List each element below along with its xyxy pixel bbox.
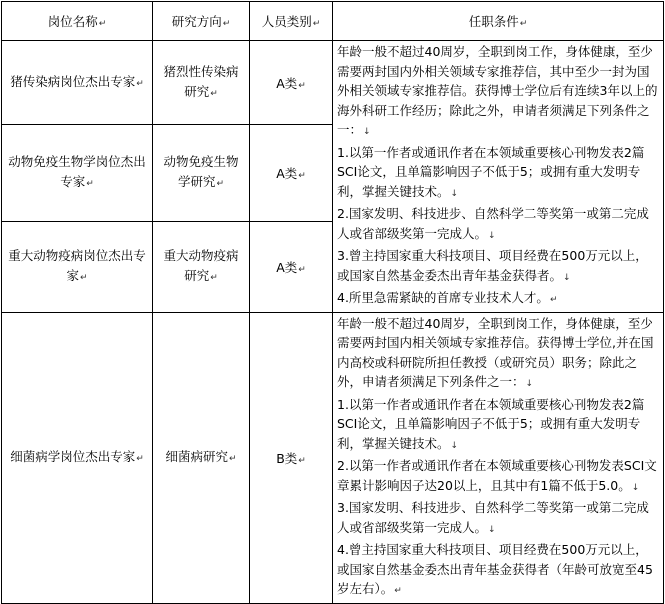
position-cell: 重大动物疫病岗位杰出专家↵ [2,222,153,312]
conditions-cell-a [333,41,664,313]
position-cell: 动物免疫生物学岗位杰出专家↵ [2,125,153,222]
position-cell: 细菌病学岗位杰出专家↵ [2,312,153,603]
header-category: 人员类别↵ [250,2,333,41]
direction-cell: 细菌病研究↵ [153,312,250,603]
header-row [2,2,664,41]
header-conditions: 任职条件↵ [333,2,664,41]
condition-item: 1.以第一作者或通讯作者在本领域重要核心刊物发表2篇SCI论文，且单篇影响因子不低于5；或拥有重大发明专利，掌握关键技术。↓ [337,396,645,451]
condition-item: 4.曾主持国家重大科技项目、项目经费在500万元以上，或国家自然基金委杰出青年基金获得者（年龄可放宽至45岁左右）。↵ [337,542,653,596]
condition-item: 2.国家发明、科技进步、自然科学二等奖第一或第二完成人或省部级奖第一完成人。↓ [337,206,649,241]
condition-item: 4.所里急需紧缺的首席专业技术人才。↵ [337,290,558,305]
direction-cell: 重大动物疫病研究↵ [153,222,250,312]
condition-item: 3.曾主持国家重大科技项目、项目经费在500万元以上，或国家自然基金委杰出青年基金获得者。↓ [337,248,648,283]
recruitment-table [1,1,664,604]
table-row [2,41,664,125]
category-cell: A类↵ [250,125,333,222]
condition-intro: 年龄一般不超过40周岁，全职到岗工作，身体健康，至少需要两封国内外相关领域专家推荐信，其中至少一封为国外相关领域专家推荐信。获得博士学位后有连续3年以上的海外科研工作经历；除此之外，申请者须满足下列条件之一：↓ [337,44,658,137]
header-position: 岗位名称↵ [2,2,153,41]
category-cell: B类↵ [250,312,333,603]
table-row [2,312,664,603]
position-cell: 猪传染病岗位杰出专家↵ [2,41,153,125]
direction-cell: 动物免疫生物学研究↵ [153,125,250,222]
header-direction: 研究方向↵ [153,2,250,41]
conditions-cell-b [333,312,664,603]
condition-item: 3.国家发明、科技进步、自然科学二等奖第一或第二完成人或省部级奖第一完成人。↓ [337,500,649,535]
condition-intro: 年龄一般不超过40周岁，全职到岗工作，身体健康，至少需要两封国内相关领域专家推荐信。获得博士学位,并在国内高校或科研院所担任教授（或研究员）职务；除此之外，申请者须满足下列条件之一：↓ [337,315,654,389]
category-cell: A类↵ [250,222,333,312]
category-cell: A类↵ [250,41,333,125]
condition-item: 1.以第一作者或通讯作者在本领域重要核心刊物发表2篇SCI论文，且单篇影响因子不低于5；或拥有重大发明专利，掌握关键技术。↓ [337,144,645,199]
direction-cell: 猪烈性传染病研究↵ [153,41,250,125]
condition-item: 2.以第一作者或通讯作者在本领域重要核心刊物发表SCI文章累计影响因子达20以上，且其中有1篇不低于5.0。↓ [337,458,657,493]
